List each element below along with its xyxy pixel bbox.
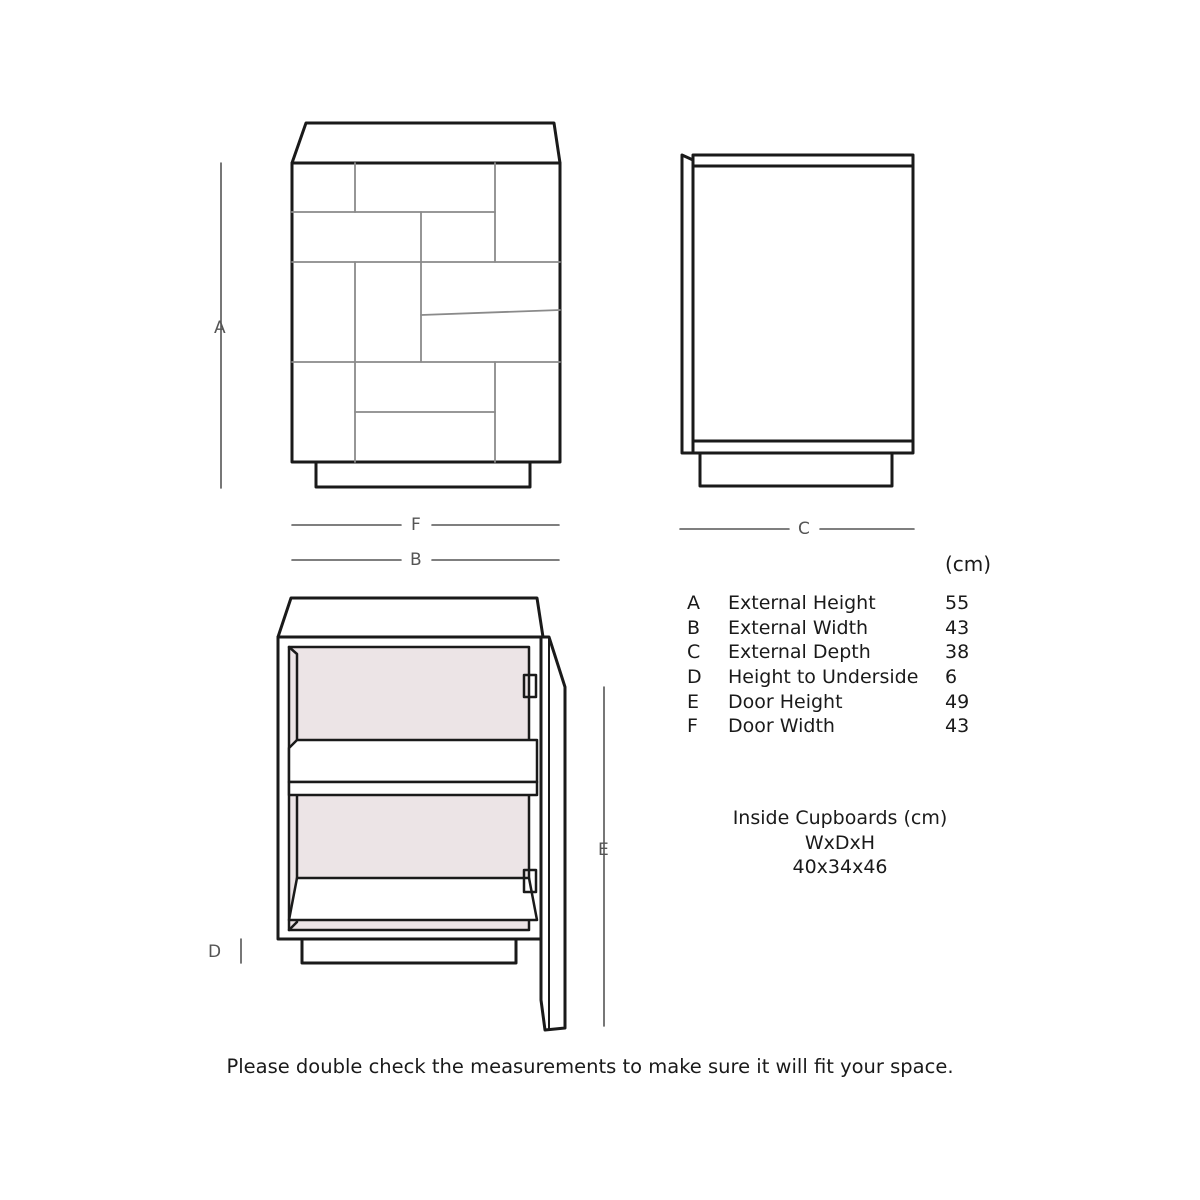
dimension-label-e: E — [598, 840, 609, 860]
measurement-letter: D — [687, 666, 702, 689]
table-row — [687, 616, 987, 641]
open-view-cabinet — [278, 598, 565, 1030]
measurement-value: 6 — [945, 666, 958, 689]
inside-cupboards-dimensions: 40x34x46 — [792, 856, 888, 878]
measurement-name: Door Width — [728, 715, 835, 738]
measurement-value: 43 — [945, 616, 970, 639]
dimension-label-a: A — [214, 318, 226, 338]
measurement-name: Height to Underside — [728, 666, 919, 689]
table-row — [687, 591, 987, 616]
front-view-body — [292, 163, 560, 462]
measurement-letter: E — [687, 690, 700, 713]
inside-cupboards-block — [700, 806, 980, 880]
measurement-name: External Depth — [728, 641, 871, 664]
dimension-label-c: C — [798, 519, 810, 539]
front-view-top-surface — [292, 123, 560, 163]
open-view-top-surface — [278, 598, 543, 637]
open-view-bottom-shelf — [289, 878, 537, 920]
table-row — [687, 714, 987, 739]
measurements-table — [687, 591, 987, 739]
measurement-name: External Width — [728, 616, 869, 639]
dimension-label-f: F — [411, 515, 421, 535]
measurement-name: External Height — [728, 592, 876, 615]
open-view-middle-shelf-edge — [289, 782, 537, 795]
measurement-value: 49 — [945, 690, 970, 713]
measurement-value: 43 — [945, 715, 970, 738]
footer-note: Please double check the measurements to make sure it will fit your space. — [226, 1055, 954, 1078]
open-view-middle-shelf — [289, 740, 537, 782]
unit-label: (cm) — [945, 552, 992, 576]
dimension-label-d: D — [208, 942, 222, 962]
measurement-value: 55 — [945, 592, 970, 615]
front-view-cabinet — [292, 123, 560, 487]
open-view-plinth — [302, 939, 516, 963]
front-view-block-pattern — [292, 163, 560, 462]
side-view-body — [693, 155, 913, 453]
measurement-letter: B — [687, 616, 701, 639]
side-view-cabinet — [682, 155, 913, 486]
open-view-door — [541, 637, 565, 1030]
table-row — [687, 665, 987, 690]
measurement-letter: F — [687, 715, 698, 738]
table-row — [687, 640, 987, 665]
inside-cupboards-title: Inside Cupboards (cm) — [732, 807, 948, 829]
inside-cupboards-format: WxDxH — [804, 831, 876, 854]
side-view-door-edge — [682, 155, 693, 453]
side-view-plinth — [700, 453, 892, 486]
measurement-value: 38 — [945, 641, 970, 664]
front-view-plinth — [316, 462, 530, 487]
measurement-letter: A — [687, 592, 700, 615]
measurement-letter: C — [687, 641, 701, 664]
measurement-name: Door Height — [728, 690, 843, 713]
dimension-label-b: B — [410, 550, 422, 570]
table-row — [687, 689, 987, 714]
